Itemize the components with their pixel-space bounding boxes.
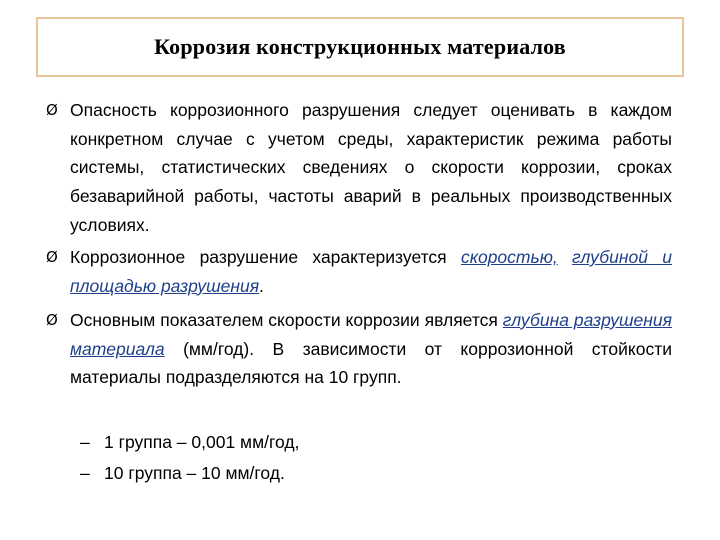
dash-marker: – xyxy=(80,463,90,483)
title-box xyxy=(36,17,684,77)
bullet-text-start: Коррозионное разрушение характеризуется xyxy=(70,247,461,267)
bullet-item-main-indicator xyxy=(46,306,672,392)
bullet-text xyxy=(70,243,672,300)
sub-item-text: 1 группа – 0,001 мм/год, xyxy=(104,432,300,452)
arrow-bullet-icon: Ø xyxy=(46,248,58,266)
bullet-text: Опасность коррозионного разрушения следует оценивать в каждом конкретном случае с учетом среды, характеристик режима работы системы, статистических сведениях о скорости коррозии, сроках безаварийной работы, частоты аварий в реальных производственных условиях. xyxy=(70,100,672,235)
dash-marker: – xyxy=(80,432,90,452)
link-depth-area[interactable]: глубиной и площадью разрушения xyxy=(70,247,672,296)
link-speed[interactable]: скоростью, xyxy=(460,247,558,267)
bullet-item-risk-assessment xyxy=(46,96,672,240)
text-separator xyxy=(558,247,572,267)
bullet-text-start: Основным показателем скорости коррозии является xyxy=(70,310,503,330)
sub-item-group-1 xyxy=(80,430,299,454)
slide-title: Коррозия конструкционных материалов xyxy=(154,34,566,59)
sub-item-text: 10 группа – 10 мм/год. xyxy=(104,463,285,483)
sub-item-group-10 xyxy=(80,461,285,485)
link-depth-destruction[interactable]: глубина разрушения xyxy=(502,310,672,330)
bullet-text-end: . xyxy=(259,275,264,296)
bullet-item-characteristics xyxy=(46,243,672,300)
bullet-text-end: (мм/год). В зависимости от коррозионной стойкости материалы подразделяются на 10 групп. xyxy=(70,338,672,388)
arrow-bullet-icon: Ø xyxy=(46,101,58,119)
link-material[interactable]: материала xyxy=(70,338,165,359)
arrow-bullet-icon: Ø xyxy=(46,311,58,329)
bullet-text xyxy=(70,306,672,392)
